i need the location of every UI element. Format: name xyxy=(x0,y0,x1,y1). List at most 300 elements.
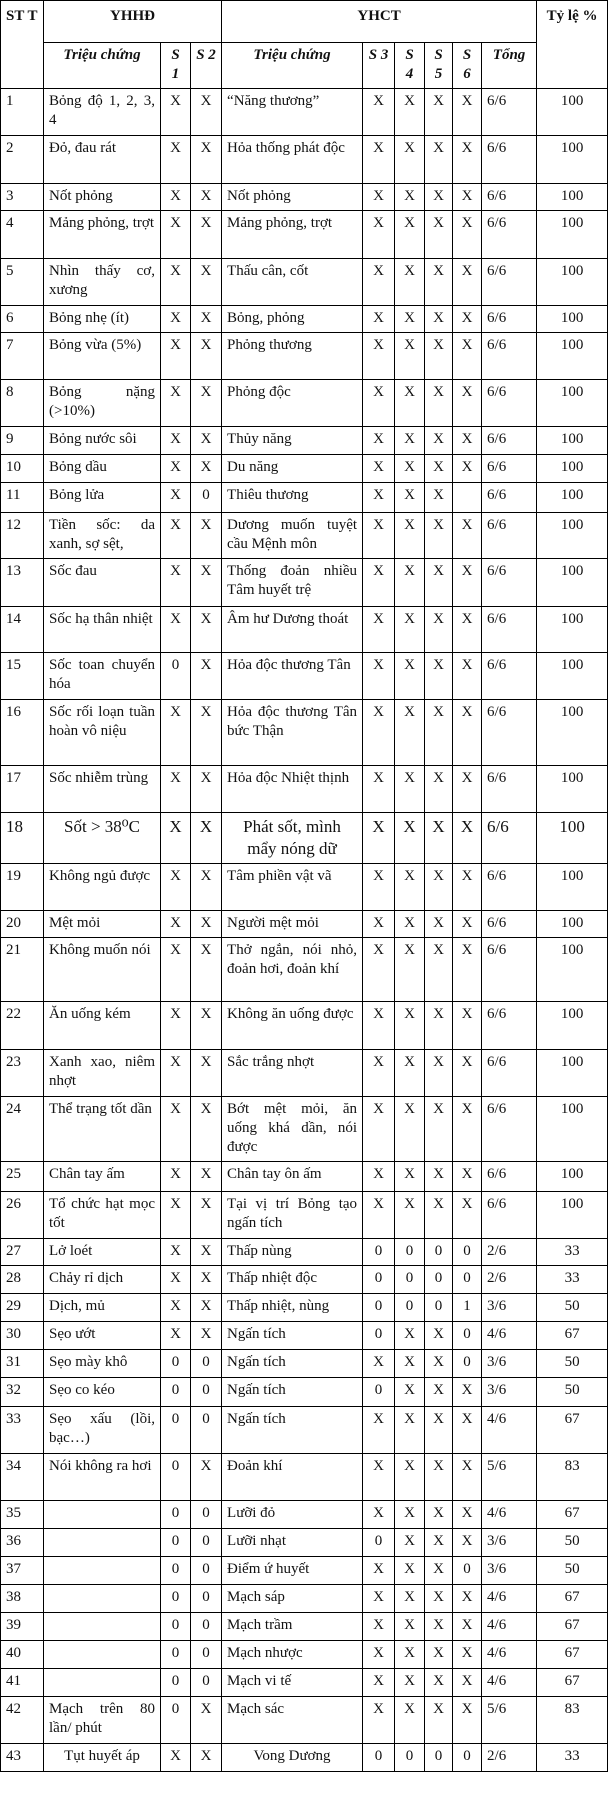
cell-s4: X xyxy=(395,1641,425,1669)
cell-stt: 2 xyxy=(1,136,44,184)
table-row xyxy=(1,1239,608,1266)
cell-total: 6/6 xyxy=(482,184,537,211)
cell-s5: X xyxy=(425,1097,453,1162)
cell-s6: 0 xyxy=(453,1557,482,1585)
table-row xyxy=(1,864,608,911)
cell-s3: X xyxy=(363,1669,395,1697)
cell-s1: 0 xyxy=(161,1641,191,1669)
cell-stt: 33 xyxy=(1,1407,44,1454)
cell-s2: X xyxy=(191,938,222,1002)
cell-s5: X xyxy=(425,380,453,427)
cell-total: 6/6 xyxy=(482,1050,537,1097)
cell-total: 3/6 xyxy=(482,1350,537,1378)
table-row xyxy=(1,1050,608,1097)
cell-total: 6/6 xyxy=(482,483,537,513)
cell-ty-le: 100 xyxy=(537,766,608,813)
cell-stt: 32 xyxy=(1,1378,44,1407)
table-row xyxy=(1,1002,608,1050)
cell-yhct-symptom: Thủy năng xyxy=(222,427,363,455)
cell-s4: X xyxy=(395,1192,425,1239)
cell-s4: X xyxy=(395,1097,425,1162)
cell-total: 4/6 xyxy=(482,1501,537,1529)
cell-s2: X xyxy=(191,1162,222,1192)
cell-yhct-symptom: Mạch trầm xyxy=(222,1613,363,1641)
cell-s3: 0 xyxy=(363,1529,395,1557)
cell-s1: X xyxy=(161,864,191,911)
table-row xyxy=(1,1585,608,1613)
table-row xyxy=(1,559,608,607)
cell-s6: X xyxy=(453,1454,482,1501)
cell-s6: X xyxy=(453,1641,482,1669)
cell-yhct-symptom: Bỏng, phỏng xyxy=(222,306,363,333)
cell-yhct-symptom: Lưỡi nhạt xyxy=(222,1529,363,1557)
cell-ty-le: 33 xyxy=(537,1239,608,1266)
cell-ty-le: 100 xyxy=(537,513,608,559)
cell-stt: 17 xyxy=(1,766,44,813)
cell-stt: 14 xyxy=(1,607,44,653)
cell-s2: X xyxy=(191,1239,222,1266)
cell-stt: 15 xyxy=(1,653,44,700)
cell-yhhd-symptom: Tụt huyết áp xyxy=(44,1744,161,1772)
table-body xyxy=(1,89,608,1772)
cell-s5: X xyxy=(425,1641,453,1669)
cell-s5: X xyxy=(425,1050,453,1097)
cell-s5: X xyxy=(425,766,453,813)
cell-s4: X xyxy=(395,380,425,427)
cell-s6: X xyxy=(453,1192,482,1239)
cell-s6: X xyxy=(453,1529,482,1557)
cell-yhct-symptom: Sắc trắng nhợt xyxy=(222,1050,363,1097)
cell-stt: 39 xyxy=(1,1613,44,1641)
cell-s3: X xyxy=(363,700,395,766)
cell-total: 4/6 xyxy=(482,1407,537,1454)
cell-s1: 0 xyxy=(161,653,191,700)
cell-s6: X xyxy=(453,1585,482,1613)
cell-stt: 42 xyxy=(1,1697,44,1744)
cell-total: 6/6 xyxy=(482,766,537,813)
cell-ty-le: 100 xyxy=(537,653,608,700)
cell-yhhd-symptom xyxy=(44,1613,161,1641)
header-ty-le: Tỷ lệ % xyxy=(537,1,608,89)
cell-s2: X xyxy=(191,380,222,427)
cell-ty-le: 100 xyxy=(537,259,608,306)
cell-s1: 0 xyxy=(161,1697,191,1744)
cell-s5: 0 xyxy=(425,1744,453,1772)
cell-ty-le: 67 xyxy=(537,1585,608,1613)
table-row xyxy=(1,1407,608,1454)
cell-s1: X xyxy=(161,427,191,455)
cell-s4: X xyxy=(395,1501,425,1529)
header-total: Tổng xyxy=(482,43,537,89)
cell-yhct-symptom: Tại vị trí Bỏng tạo ngấn tích xyxy=(222,1192,363,1239)
cell-s6: X xyxy=(453,911,482,938)
cell-ty-le: 100 xyxy=(537,813,608,864)
cell-s4: 0 xyxy=(395,1239,425,1266)
cell-s6: 0 xyxy=(453,1350,482,1378)
cell-s5: X xyxy=(425,864,453,911)
cell-ty-le: 83 xyxy=(537,1697,608,1744)
cell-stt: 27 xyxy=(1,1239,44,1266)
cell-s4: X xyxy=(395,483,425,513)
cell-yhct-symptom: Điểm ứ huyết xyxy=(222,1557,363,1585)
cell-stt: 38 xyxy=(1,1585,44,1613)
cell-stt: 20 xyxy=(1,911,44,938)
cell-s6: X xyxy=(453,813,482,864)
cell-yhct-symptom: Người mệt mỏi xyxy=(222,911,363,938)
cell-s2: 0 xyxy=(191,483,222,513)
cell-total: 4/6 xyxy=(482,1641,537,1669)
cell-ty-le: 100 xyxy=(537,427,608,455)
cell-s4: X xyxy=(395,700,425,766)
cell-total: 6/6 xyxy=(482,380,537,427)
table-row xyxy=(1,938,608,1002)
cell-yhct-symptom: Thấp nhiệt, nùng xyxy=(222,1294,363,1322)
table-row xyxy=(1,607,608,653)
cell-yhhd-symptom: Sẹo ướt xyxy=(44,1322,161,1350)
cell-s4: X xyxy=(395,211,425,259)
cell-s1: X xyxy=(161,607,191,653)
table-row xyxy=(1,184,608,211)
cell-stt: 40 xyxy=(1,1641,44,1669)
cell-s2: X xyxy=(191,306,222,333)
cell-total: 6/6 xyxy=(482,607,537,653)
cell-s4: X xyxy=(395,1050,425,1097)
cell-s2: X xyxy=(191,1744,222,1772)
cell-s1: X xyxy=(161,211,191,259)
cell-stt: 23 xyxy=(1,1050,44,1097)
header-s3: S 3 xyxy=(363,43,395,89)
cell-yhhd-symptom: Xanh xao, niêm nhợt xyxy=(44,1050,161,1097)
cell-s5: X xyxy=(425,1192,453,1239)
cell-ty-le: 33 xyxy=(537,1266,608,1294)
table-row xyxy=(1,653,608,700)
cell-s5: X xyxy=(425,89,453,136)
cell-ty-le: 50 xyxy=(537,1529,608,1557)
cell-yhct-symptom: Hỏa độc thương Tân bức Thận xyxy=(222,700,363,766)
cell-yhhd-symptom: Sốc đau xyxy=(44,559,161,607)
cell-s3: 0 xyxy=(363,1294,395,1322)
cell-s4: X xyxy=(395,1162,425,1192)
cell-s3: X xyxy=(363,911,395,938)
cell-total: 5/6 xyxy=(482,1454,537,1501)
cell-s6: X xyxy=(453,766,482,813)
cell-s4: 0 xyxy=(395,1294,425,1322)
cell-yhct-symptom: Thở ngắn, nói nhỏ, đoản hơi, đoản khí xyxy=(222,938,363,1002)
cell-s1: X xyxy=(161,1322,191,1350)
cell-s4: X xyxy=(395,1529,425,1557)
cell-total: 6/6 xyxy=(482,813,537,864)
cell-s6: X xyxy=(453,653,482,700)
table-row xyxy=(1,766,608,813)
cell-s2: X xyxy=(191,559,222,607)
header-row-groups xyxy=(1,1,608,43)
cell-yhct-symptom: Phỏng độc xyxy=(222,380,363,427)
cell-s1: 0 xyxy=(161,1669,191,1697)
cell-s6: X xyxy=(453,1613,482,1641)
table-row xyxy=(1,1454,608,1501)
cell-s1: 0 xyxy=(161,1501,191,1529)
cell-total: 6/6 xyxy=(482,89,537,136)
cell-stt: 31 xyxy=(1,1350,44,1378)
cell-s1: X xyxy=(161,184,191,211)
cell-yhct-symptom: Ngấn tích xyxy=(222,1407,363,1454)
cell-total: 6/6 xyxy=(482,306,537,333)
cell-s3: X xyxy=(363,1501,395,1529)
cell-s5: X xyxy=(425,1378,453,1407)
cell-total: 6/6 xyxy=(482,1097,537,1162)
cell-yhct-symptom: Ngấn tích xyxy=(222,1322,363,1350)
cell-s3: X xyxy=(363,1097,395,1162)
cell-yhhd-symptom: Đỏ, đau rát xyxy=(44,136,161,184)
cell-s4: X xyxy=(395,1378,425,1407)
cell-total: 6/6 xyxy=(482,513,537,559)
cell-s5: X xyxy=(425,1322,453,1350)
cell-ty-le: 67 xyxy=(537,1641,608,1669)
cell-s1: X xyxy=(161,700,191,766)
table-row xyxy=(1,306,608,333)
cell-yhct-symptom: Dương muốn tuyệt cầu Mệnh môn xyxy=(222,513,363,559)
cell-stt: 34 xyxy=(1,1454,44,1501)
cell-ty-le: 100 xyxy=(537,559,608,607)
cell-s5: X xyxy=(425,1529,453,1557)
cell-yhct-symptom: Phỏng thương xyxy=(222,333,363,380)
cell-total: 4/6 xyxy=(482,1669,537,1697)
cell-total: 6/6 xyxy=(482,700,537,766)
cell-s3: X xyxy=(363,864,395,911)
cell-s3: X xyxy=(363,813,395,864)
cell-s2: X xyxy=(191,211,222,259)
cell-s5: X xyxy=(425,700,453,766)
cell-yhhd-symptom: Bỏng vừa (5%) xyxy=(44,333,161,380)
cell-yhhd-symptom: Mảng phỏng, trợt xyxy=(44,211,161,259)
cell-yhhd-symptom: Sốt > 38⁰C xyxy=(44,813,161,864)
cell-yhct-symptom: Thống đoản nhiều Tâm huyết trệ xyxy=(222,559,363,607)
cell-s3: X xyxy=(363,427,395,455)
cell-yhct-symptom: Thấp nùng xyxy=(222,1239,363,1266)
cell-s5: 0 xyxy=(425,1266,453,1294)
cell-ty-le: 50 xyxy=(537,1294,608,1322)
cell-s2: 0 xyxy=(191,1613,222,1641)
cell-yhct-symptom: Mảng phỏng, trợt xyxy=(222,211,363,259)
table-row xyxy=(1,1294,608,1322)
cell-s2: 0 xyxy=(191,1501,222,1529)
cell-yhhd-symptom: Mạch trên 80 lần/ phút xyxy=(44,1697,161,1744)
cell-yhct-symptom: Mạch nhược xyxy=(222,1641,363,1669)
cell-yhhd-symptom: Dịch, mủ xyxy=(44,1294,161,1322)
cell-ty-le: 100 xyxy=(537,1002,608,1050)
cell-s1: X xyxy=(161,1744,191,1772)
header-yhhd: YHHĐ xyxy=(44,1,222,43)
cell-s4: X xyxy=(395,864,425,911)
cell-s1: X xyxy=(161,1162,191,1192)
cell-s3: X xyxy=(363,184,395,211)
cell-s2: X xyxy=(191,1002,222,1050)
cell-s6: X xyxy=(453,1669,482,1697)
cell-s3: X xyxy=(363,938,395,1002)
cell-s5: X xyxy=(425,483,453,513)
cell-s5: X xyxy=(425,259,453,306)
cell-s2: 0 xyxy=(191,1557,222,1585)
table-row xyxy=(1,911,608,938)
cell-s4: X xyxy=(395,136,425,184)
cell-yhct-symptom: Thấp nhiệt độc xyxy=(222,1266,363,1294)
table-row xyxy=(1,455,608,483)
cell-s6: X xyxy=(453,864,482,911)
table-row xyxy=(1,1378,608,1407)
cell-s1: 0 xyxy=(161,1585,191,1613)
cell-yhct-symptom: Vong Dương xyxy=(222,1744,363,1772)
cell-stt: 36 xyxy=(1,1529,44,1557)
cell-yhct-symptom: Âm hư Dương thoát xyxy=(222,607,363,653)
header-stt: ST T xyxy=(1,1,44,89)
cell-s3: X xyxy=(363,306,395,333)
cell-s6: X xyxy=(453,259,482,306)
cell-stt: 28 xyxy=(1,1266,44,1294)
cell-s5: 0 xyxy=(425,1294,453,1322)
cell-s4: X xyxy=(395,813,425,864)
cell-s3: X xyxy=(363,89,395,136)
cell-stt: 30 xyxy=(1,1322,44,1350)
table-row xyxy=(1,380,608,427)
cell-s5: X xyxy=(425,136,453,184)
cell-yhhd-symptom: Nhìn thấy cơ, xương xyxy=(44,259,161,306)
cell-s6: X xyxy=(453,938,482,1002)
cell-yhct-symptom: Hỏa thống phát độc xyxy=(222,136,363,184)
cell-s3: X xyxy=(363,1162,395,1192)
cell-s2: X xyxy=(191,1266,222,1294)
cell-yhhd-symptom: Nói không ra hơi xyxy=(44,1454,161,1501)
cell-yhct-symptom: Nốt phỏng xyxy=(222,184,363,211)
cell-s4: X xyxy=(395,1669,425,1697)
cell-yhhd-symptom xyxy=(44,1529,161,1557)
cell-s4: X xyxy=(395,1454,425,1501)
cell-yhhd-symptom: Chảy rỉ dịch xyxy=(44,1266,161,1294)
cell-yhct-symptom: Bớt mệt mỏi, ăn uống khá dần, nói được xyxy=(222,1097,363,1162)
table-row xyxy=(1,1613,608,1641)
cell-stt: 11 xyxy=(1,483,44,513)
cell-stt: 41 xyxy=(1,1669,44,1697)
cell-stt: 7 xyxy=(1,333,44,380)
cell-yhhd-symptom: Sẹo xấu (lồi, bạc…) xyxy=(44,1407,161,1454)
cell-ty-le: 100 xyxy=(537,136,608,184)
header-row-columns xyxy=(1,43,608,89)
cell-s1: X xyxy=(161,559,191,607)
cell-yhhd-symptom: Tiền sốc: da xanh, sợ sệt, xyxy=(44,513,161,559)
cell-stt: 8 xyxy=(1,380,44,427)
cell-s2: X xyxy=(191,89,222,136)
cell-s5: X xyxy=(425,1407,453,1454)
cell-ty-le: 83 xyxy=(537,1454,608,1501)
cell-yhhd-symptom: Thể trạng tốt dần xyxy=(44,1097,161,1162)
cell-s3: 0 xyxy=(363,1239,395,1266)
cell-total: 5/6 xyxy=(482,1697,537,1744)
cell-ty-le: 100 xyxy=(537,911,608,938)
cell-yhhd-symptom xyxy=(44,1557,161,1585)
cell-s2: X xyxy=(191,653,222,700)
cell-s5: X xyxy=(425,653,453,700)
cell-s3: X xyxy=(363,136,395,184)
cell-total: 6/6 xyxy=(482,259,537,306)
cell-s4: X xyxy=(395,607,425,653)
header-yhct-symptom: Triệu chứng xyxy=(222,43,363,89)
cell-yhhd-symptom: Bỏng dầu xyxy=(44,455,161,483)
cell-s2: 0 xyxy=(191,1529,222,1557)
cell-s4: X xyxy=(395,427,425,455)
cell-ty-le: 50 xyxy=(537,1557,608,1585)
cell-s3: X xyxy=(363,1697,395,1744)
cell-stt: 12 xyxy=(1,513,44,559)
cell-s1: 0 xyxy=(161,1454,191,1501)
cell-stt: 18 xyxy=(1,813,44,864)
cell-yhhd-symptom: Sốc rối loạn tuần hoàn vô niệu xyxy=(44,700,161,766)
cell-yhhd-symptom xyxy=(44,1641,161,1669)
cell-s4: X xyxy=(395,513,425,559)
cell-s4: X xyxy=(395,653,425,700)
cell-s2: 0 xyxy=(191,1585,222,1613)
cell-total: 6/6 xyxy=(482,1162,537,1192)
table-row xyxy=(1,211,608,259)
cell-stt: 37 xyxy=(1,1557,44,1585)
cell-s6: X xyxy=(453,559,482,607)
cell-s3: 0 xyxy=(363,1266,395,1294)
table-row xyxy=(1,1529,608,1557)
cell-s1: X xyxy=(161,136,191,184)
cell-stt: 5 xyxy=(1,259,44,306)
header-yhhd-symptom: Triệu chứng xyxy=(44,43,161,89)
cell-s3: X xyxy=(363,607,395,653)
cell-yhct-symptom: Mạch vi tế xyxy=(222,1669,363,1697)
cell-ty-le: 100 xyxy=(537,1097,608,1162)
cell-s3: X xyxy=(363,1585,395,1613)
cell-ty-le: 50 xyxy=(537,1378,608,1407)
cell-ty-le: 100 xyxy=(537,306,608,333)
cell-s3: X xyxy=(363,483,395,513)
cell-s1: X xyxy=(161,1192,191,1239)
table-row xyxy=(1,1192,608,1239)
cell-s5: X xyxy=(425,306,453,333)
cell-s1: 0 xyxy=(161,1407,191,1454)
cell-s1: X xyxy=(161,89,191,136)
cell-yhhd-symptom: Bỏng nước sôi xyxy=(44,427,161,455)
cell-s5: X xyxy=(425,455,453,483)
cell-yhct-symptom: Tâm phiền vật vã xyxy=(222,864,363,911)
cell-ty-le: 100 xyxy=(537,483,608,513)
cell-ty-le: 100 xyxy=(537,938,608,1002)
cell-stt: 26 xyxy=(1,1192,44,1239)
cell-ty-le: 100 xyxy=(537,380,608,427)
cell-s2: 0 xyxy=(191,1407,222,1454)
cell-total: 6/6 xyxy=(482,559,537,607)
cell-s5: X xyxy=(425,333,453,380)
cell-s2: X xyxy=(191,136,222,184)
cell-s6: 0 xyxy=(453,1322,482,1350)
cell-s1: X xyxy=(161,938,191,1002)
cell-total: 6/6 xyxy=(482,455,537,483)
cell-s1: 0 xyxy=(161,1613,191,1641)
cell-yhhd-symptom: Bỏng độ 1, 2, 3, 4 xyxy=(44,89,161,136)
cell-total: 2/6 xyxy=(482,1266,537,1294)
cell-s5: X xyxy=(425,1002,453,1050)
cell-s1: X xyxy=(161,259,191,306)
table-row xyxy=(1,483,608,513)
cell-s6: X xyxy=(453,184,482,211)
cell-s2: X xyxy=(191,700,222,766)
cell-s2: X xyxy=(191,1192,222,1239)
cell-total: 6/6 xyxy=(482,333,537,380)
table-row xyxy=(1,1641,608,1669)
cell-s6: X xyxy=(453,1501,482,1529)
cell-stt: 9 xyxy=(1,427,44,455)
